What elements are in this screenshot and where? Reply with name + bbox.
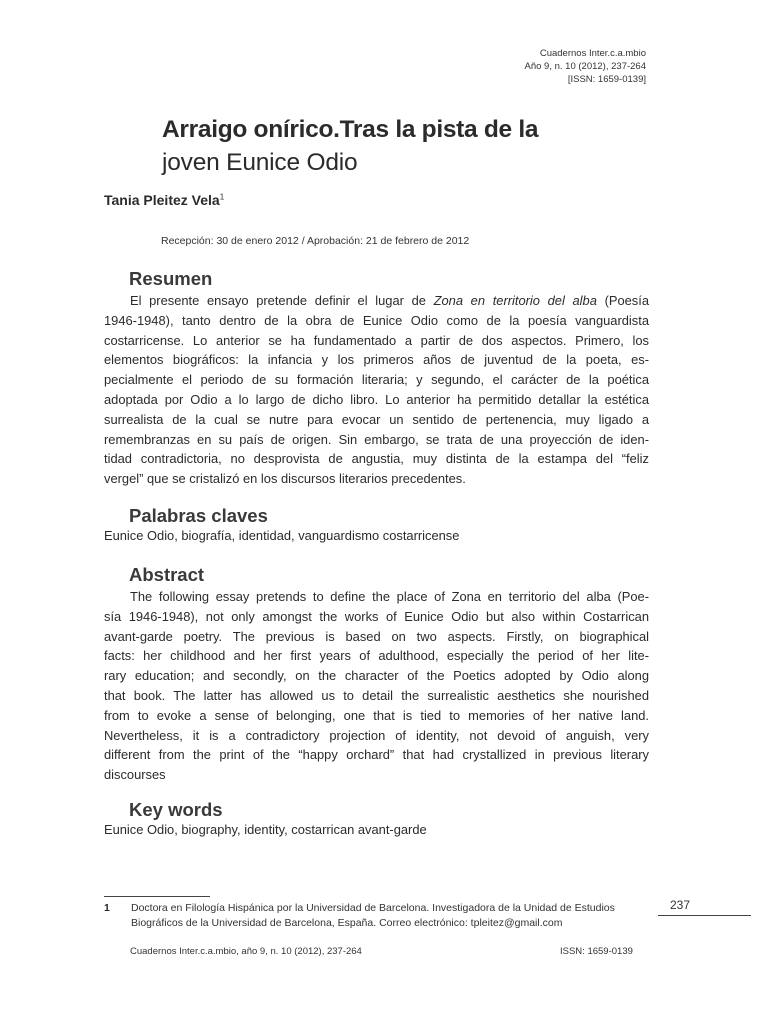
- author-name: [104, 192, 224, 208]
- resumen-line: vergel” que se cristalizó en los discursos literarios precedentes.: [104, 471, 466, 487]
- resumen-line: El presente ensayo pretende definir el lugar de Zona en territorio del alba (Poesía: [130, 293, 649, 308]
- abstract-line: discourses: [104, 767, 166, 783]
- footnote-divider: [104, 896, 210, 897]
- resumen-line: surrealista de la cual se nutre para evocar un sentido de pertenencia, muy ligado a: [104, 411, 649, 427]
- resumen-line: costarricense. Lo anterior se ha fundamentado a partir de dos aspectos. Primero, los: [104, 332, 649, 348]
- page-number-rule: [658, 915, 751, 916]
- article-title: [162, 113, 682, 179]
- journal-volume: Año 9, n. 10 (2012), 237-264: [524, 61, 646, 72]
- journal-issn: [ISSN: 1659-0139]: [567, 74, 646, 85]
- resumen-line: 1946-1948), tanto dentro de la obra de Eunice Odio como de la poesía vanguardista: [104, 312, 649, 328]
- reception-dates: Recepción: 30 de enero 2012 / Aprobación: 21 de febrero de 2012: [161, 235, 470, 247]
- abstract-line: rary education; and secondly, on the character of the Poetics adopted by Odio along: [104, 668, 649, 684]
- abstract-line: that book. The latter has allowed us to detail the surrealistic aesthetics she nourished: [104, 687, 649, 703]
- resumen-line: adoptada por Odio a lo largo de dicho libro. Lo anterior ha permitido detallar la estética: [104, 391, 649, 407]
- abstract-line: The following essay pretends to define the place of Zona en territorio del alba (Poe-: [130, 589, 649, 604]
- key-words-text: Eunice Odio, biography, identity, costarrican avant-garde: [104, 822, 427, 837]
- abstract-line: from to evoke a sense of belonging, one that is tied to memories of her native land.: [104, 707, 649, 723]
- palabras-claves-heading: Palabras claves: [129, 505, 268, 526]
- book-title-italic: Zona en territorio del alba: [433, 293, 597, 308]
- key-words-heading: Key words: [129, 799, 223, 820]
- resumen-line: pecialmente el periodo de su formación literaria; y segundo, el carácter de la poética: [104, 372, 649, 388]
- footer-citation: Cuadernos Inter.c.a.mbio, año 9, n. 10 (2012), 237-264: [130, 946, 362, 957]
- footnote-line-2: Biográficos de la Universidad de Barcelona, España. Correo electrónico: tpleitez@gmail.com: [131, 916, 563, 929]
- abstract-line: sía 1946-1948), not only amongst the works of Eunice Odio but also within Costarrican: [104, 608, 649, 624]
- footnote-text: [131, 901, 615, 930]
- abstract-line: avant-garde poetry. The previous is based on two aspects. Firstly, on biographical: [104, 628, 649, 644]
- resumen-body: [104, 291, 649, 489]
- footnote-marker: 1: [104, 902, 110, 914]
- resumen-line: tidad contradictoria, no desprovista de angustia, muy distinta de la estampa del “feliz: [104, 451, 649, 467]
- journal-name: Cuadernos Inter.c.a.mbio: [539, 48, 646, 59]
- abstract-line: facts: her childhood and her first years of adulthood, especially the period of her lite-: [104, 648, 649, 664]
- resumen-line: remembranzas en su país de origen. Sin embargo, se trata de una proyección de iden-: [104, 431, 649, 447]
- footnote-line-1: Doctora en Filología Hispánica por la Universidad de Barcelona. Investigadora de la Unidad de Estudios: [131, 902, 615, 914]
- resumen-heading: Resumen: [129, 268, 213, 289]
- title-line-1: Arraigo onírico.Tras la pista de la: [162, 116, 539, 143]
- journal-header: [525, 47, 646, 86]
- title-line-2: joven Eunice Odio: [162, 149, 358, 176]
- footer-issn: ISSN: 1659-0139: [560, 946, 633, 957]
- abstract-line: Nevertheless, it is a contradictory projection of identity, not devoid of anguish, very: [104, 727, 649, 743]
- page-number: 237: [670, 898, 691, 912]
- palabras-claves-text: Eunice Odio, biografía, identidad, vanguardismo costarricense: [104, 528, 460, 543]
- resumen-line: elementos biográficos: la infancia y los primeros años de juventud de la poeta, es-: [104, 352, 649, 368]
- author-name-text: Tania Pleitez Vela: [104, 192, 220, 208]
- abstract-line: different from the print of the “happy orchard” that had crystallized in previous literary: [104, 747, 649, 763]
- abstract-heading: Abstract: [129, 564, 205, 585]
- abstract-body: [104, 587, 649, 785]
- author-footnote-ref: 1: [219, 192, 225, 202]
